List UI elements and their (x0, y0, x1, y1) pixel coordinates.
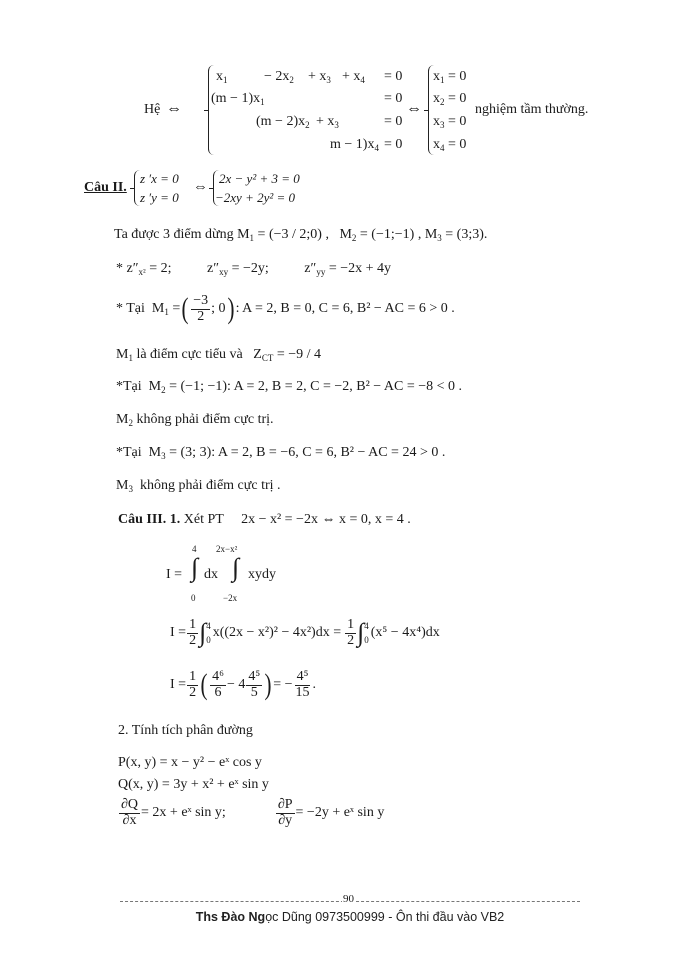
zy-eq: z ′y = 0 (140, 190, 179, 205)
system-label: Hệ (144, 102, 161, 117)
row4-term4: $m - 1)x_4$ (330, 137, 379, 153)
dq-dx-fraction: $\frac{\partial Q}{\partial x}$ (121, 797, 139, 828)
integral-sign-outer: ∫ (191, 553, 199, 582)
row3-term2: $(m - 2)x_2$ (256, 114, 310, 130)
m3-conclusion: $M_3$ không phải điểm cực trị . (116, 478, 281, 494)
row1-rhs: = 0 (384, 69, 403, 84)
dp-dy-fraction: $\frac{\partial P}{\partial y}$ (277, 797, 293, 828)
row3-term3: + $x_3$ (316, 114, 339, 130)
q-function: Q(x, y) = 3y + x² + eˣ sin y (118, 777, 269, 792)
row2-term1: $(m - 1)x_1$ (211, 91, 265, 107)
integral-sign-inner: ∫ (232, 553, 240, 582)
left-brace (208, 65, 215, 155)
solution-x1: $x_1 = 0$ (433, 69, 467, 85)
m2-conclusion: $M_2$ không phải điểm cực trị. (116, 412, 274, 428)
integral-expansion: I = $\frac{1}{2}$ ∫ 4 0 x((2x − x²)² − 4x²)dx = $\frac{1}{2}$ ∫ 4 0 (x⁵ − 4x⁴)dx (170, 617, 440, 648)
row1-term2: − $2x_2$ (264, 69, 294, 85)
page-number: 90 (343, 893, 354, 905)
part-2-heading: 2. Tính tích phân đường (118, 723, 253, 738)
question-3-heading: Câu III. 1. (118, 512, 181, 527)
eq-2x-y2: 2x − y² + 3 = 0 (219, 171, 300, 186)
zx-eq: z ′x = 0 (140, 171, 179, 186)
integral-result: I = $\frac{1}{2}$ ( $\frac{\text{4⁶}}{6}$ − 4 $\frac{\text{4⁵}}{5}$ ) = − $\frac{\text{4⁵}}{15}$ . (170, 668, 317, 702)
row2-rhs: = 0 (384, 91, 403, 106)
point-m3: (3;3) (456, 227, 484, 242)
m2-analysis-line: *Tại $M_2 = (-1$; −1): A = 2, B = 2, C = −2, B² − AC = −8 < 0 . (116, 379, 463, 395)
row4-rhs: = 0 (384, 137, 403, 152)
partial-derivatives-line: $\frac{\partial Q}{\partial x}$ = 2x + eˣ sin y; $\frac{\partial P}{\partial y}$ = −2y + eˣ sin y (121, 797, 385, 828)
row3-rhs: = 0 (384, 114, 403, 129)
solution-x3: $x_3 = 0$ (433, 114, 467, 130)
stationary-points-line: Ta được 3 điểm dừng $M_1 = (-3$ / 2;0) , $M_2$ = (−1;−1) , $M_3$ = (3;3). (114, 227, 488, 243)
solution-x2: $x_2 = 0$ (433, 91, 467, 107)
row1-term1: $x_1$ (216, 69, 228, 85)
row1-term4: + $x_4$ (342, 69, 365, 85)
m1-conclusion: $M_1$ là điểm cực tiểu và $Z_{CT} = -9 / 4$ (116, 347, 322, 363)
point-m2: (−1;−1) (371, 227, 415, 242)
question-3-line: Câu III. 1. Xét PT 2x − x² = −2x ⇔ x = 0, x = 4 . (118, 512, 411, 527)
eq-2xy-2y2: −2xy + 2y² = 0 (215, 190, 296, 205)
equivalence-symbol-2: ⇔ (406, 100, 422, 117)
p-function: P(x, y) = x − y² − eˣ cos y (118, 755, 262, 770)
m3-analysis-line: *Tại $M_3 = (3$; 3): A = 2, B = −6, C = 6, B² − AC = 24 > 0 . (116, 445, 446, 461)
second-derivatives-line: * $z''_{x^2} = 2$; $z''_{xy} = -2y$; $z''_{yy} = -2x + 4y$ (116, 261, 392, 277)
footer-author-line: Ths Đào Ngọc Dũng 0973500999 - Ôn thi đầu vào VB2 (195, 910, 505, 924)
point-m1: (−3 / 2;0) (268, 227, 322, 242)
solution-x4: $x_4 = 0$ (433, 137, 467, 153)
question-2-heading: Câu II. (84, 180, 127, 195)
m1-analysis-line: * Tại $M_1$ = ( $\frac{-3}{2}$ ; 0 ) : A = 2, B = 0, C = 6, B² − AC = 6 > 0 . (116, 292, 455, 326)
trivial-solution-text: nghiệm tầm thường. (475, 102, 589, 117)
equivalence-symbol-3: ⇔ (193, 179, 208, 195)
row1-term3: + $x_3$ (308, 69, 331, 85)
equivalence-symbol: ⇔ (166, 100, 182, 117)
